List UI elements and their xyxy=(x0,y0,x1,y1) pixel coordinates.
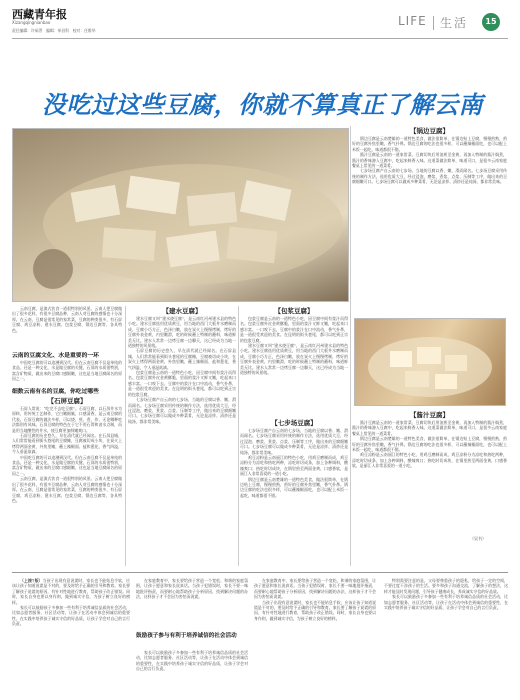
bottom-col-3-paragraph-2: 当孩子出现有意说谎时，家长也不能姑息手软，应该让孩子知道说谎是不对的，要及时给予正确的引导和教育。家长要了解孩子说谎的原因，有针对性地进行教育，帮助孩子改正错误。同时，家长自身也要以身作则，做到诚实守信，为孩子树立良好的榜样。 xyxy=(254,599,376,621)
bottom-col-2 xyxy=(136,578,248,630)
shiping-text xyxy=(12,406,122,566)
box-guobian: 【锅边豆腐】 xyxy=(410,127,449,135)
bottom-lead: （上接7版） xyxy=(20,578,43,583)
bottom-col-4-paragraph: 特别需要注意的是，父母要尊重孩子的隐私，给孩子一定的空间，不要过度干涉孩子的生活。要多和孩子沟通交流，了解孩子的想法，这样才能及时发现问题，引导孩子健康成长，养成诚实守信的好品质。 xyxy=(384,578,508,594)
baojiang-text xyxy=(240,316,348,416)
tofu-photo-main xyxy=(12,128,349,302)
paper-name: 西藏青年报 xyxy=(12,8,67,21)
origin-paragraph: 中国吃豆腐的可以追溯到汉代。但在云南豆腐不仅是单纯的食品，还是一种文化，水是做豆腐的关键，石屏的水质很特别，富含矿物质，做出来的豆腐口感细嫩，这也是当地豆腐闻名的原因之一。 xyxy=(12,360,122,382)
bottom-col-4-paragraph-2: 家长可以鼓励孩子多参加一些有利于培养诚信品质的社会活动，比如志愿者服务、社区活动等，让孩子在活动中体会到诚信的重要性，在实践中培养孩子诚实守信的好品质，让孩子学会对自己的言行负责。 xyxy=(384,594,508,611)
section-divider xyxy=(433,16,434,30)
bottom-col-1 xyxy=(12,578,130,696)
author-credit: （吴书） xyxy=(470,536,486,541)
shiping-paragraph-2: 石屏豆腐的历史悠久，早在清代就已经闻名。在石屏县城，人们常常能看到街头巷尾的豆腐摊，豆腐被切成小块，在炭火上烤得两面金黄，外焦里嫩，蘸上辣椒面、盐和葱花，香气四溢，令人垂涎欲滴。 xyxy=(12,433,122,455)
intro-paragraph: 云南豆腐，是滇式饮食一道很特别的风景。云南人把豆腐做出了很多花样，有很多豆腐品种，云南人对豆腐的感情也十分深厚。在云南，豆腐是很常见的家常菜，豆腐的种类很多，有石屏豆腐、鸡豆凉粉、建水豆腐、包浆豆腐、锅边豆腐等，各具特色。 xyxy=(12,306,122,333)
jianshui-paragraph-4: 七步场豆腐产自云南的七步场，当地的豆腐以香、嫩、滑而闻名。七步场豆腐采用传统的制作方法，选用优质大豆，经过浸泡、磨浆、煮浆、点浆、压制等工序，做出来的豆腐细嫩可口。七步场豆腐可以做成多种菜肴，无论是凉拌、清炒还是炖汤，都非常美味。 xyxy=(128,397,236,424)
info-line: 责任编辑：许茹菁 编辑：单昌科 校对：任维华 xyxy=(12,28,96,33)
jiangshui-paragraph: 酱汁豆腐是云南的一道家常菜，豆腐切块后用油煎至金黄，再加入特制的酱汁焖煮，酱汁的香味渗入豆腐中，吃起来鲜香入味。这道菜做法简单，味道可口，是很多云南家庭餐桌上常见的一道菜肴。 xyxy=(352,420,507,436)
shiping-paragraph: 石屏人常说：“吃完不去吃豆腐”。石屏豆腐，以石屏井水为原料，用传统工艺制作，它白嫩细腻，口感清香，是云南豆腐的代表。石屏豆腐的做法多样，可以烧、煎、煮、炸，无论哪种吃法都别有风味。石屏豆腐的特色在于它不用石膏和卤水点制，而是用当地酸性的井水，使豆腐更加鲜嫩爽口。 xyxy=(12,406,122,433)
bottom-subhead: 鼓励孩子参与有利于培养诚信的社会活动 xyxy=(136,633,237,639)
guobian-paragraph-3: 七步场豆腐产自云南的七步场，当地的豆腐以香、嫩、滑而闻名。七步场豆腐采用传统的制作方法，选用优质大豆，经过浸泡、磨浆、煮浆、点浆、压制等工序，做出来的豆腐细嫩可口。七步场豆腐可以做成多种菜肴，无论是凉拌、清炒还是炖汤，都非常美味。 xyxy=(352,168,507,185)
tofu-photo-svg xyxy=(13,129,348,301)
tofu-photo-right xyxy=(354,318,506,406)
column-rule-3 xyxy=(350,126,351,566)
bottom-col-2b xyxy=(136,650,248,696)
headline: 没吃过这些豆腐，你就不算真正了解云南 xyxy=(42,91,483,119)
guobian-text xyxy=(352,136,507,311)
section-label-zh: 生活 xyxy=(440,16,469,30)
jiangshui-paragraph-2: 锅边豆腐是云南楚雄的一道特色美食，做法很简单，在锅边贴上豆腐，慢慢煎熟，煎好的豆腐外焦里嫩，香气扑鼻。锅边豆腐的吃法也很多样，可以蘸辣椒面吃，也可以配上米饭一起吃，味道都很不错。 xyxy=(352,436,507,453)
jianshui-paragraph-2: 石屏豆腐的历史悠久，早在清代就已经闻名。在石屏县城，人们常常能看到街头巷尾的豆腐摊，豆腐被切成小块，在炭火上烤得两面金黄，外焦里嫩，蘸上辣椒面、盐和葱花，香气四溢，令人垂涎欲滴。 xyxy=(128,348,236,370)
qibao-text xyxy=(240,428,348,566)
section-label-en: LIFE xyxy=(398,14,427,28)
column-rule-2 xyxy=(238,306,239,566)
bottom-col-1-text: 当孩子出现有意说谎时，家长也不能姑息手软，应该让孩子知道说谎是不对的，要及时给予正确的引导和教育。家长要了解孩子说谎的原因，有针对性地进行教育，帮助孩子改正错误。同时，家长自身也要以身作则，做到诚实守信，为孩子树立良好的榜样。 xyxy=(12,578,130,605)
bottom-col-2-paragraph: 在家庭教育中，家长要给孩子营造一个宽松、和谐的家庭氛围，让孩子愿意和家长说真话。当孩子犯错误时，家长不要一味地批评指责，而要耐心地帮助孩子分析原因，找到解决问题的办法，这样孩子才不会因为害怕而说谎。 xyxy=(136,578,248,600)
shiping-paragraph-4: 云南豆腐，是滇式饮食一道很特别的风景。云南人把豆腐做出了很多花样，有很多豆腐品种，云南人对豆腐的感情也十分深厚。在云南，豆腐是很常见的家常菜，豆腐的种类很多，有石屏豆腐、鸡豆凉粉、建水豆腐、包浆豆腐、锅边豆腐等，各具特色。 xyxy=(12,476,122,503)
bottom-col-3-paragraph: 在家庭教育中，家长要给孩子营造一个宽松、和谐的家庭氛围，让孩子愿意和家长说真话。当孩子犯错误时，家长不要一味地批评指责，而要耐心地帮助孩子分析原因，找到解决问题的办法，这样孩子才不会因为害怕而说谎。 xyxy=(254,578,376,600)
bottom-col-1-paragraph-2: 家长可以鼓励孩子多参加一些有利于培养诚信品质的社会活动，比如志愿者服务、社区活动等，让孩子在活动中体会到诚信的重要性，在实践中培养孩子诚实守信的好品质，让孩子学会对自己的言行负责。 xyxy=(12,605,130,627)
masthead-rule xyxy=(12,38,508,39)
bottom-col-4 xyxy=(384,578,508,696)
box-jianshui: 【建水豆腐】 xyxy=(162,307,202,315)
baojiang-paragraph-2: 建水豆腐又叫“建水烧豆腐”，是云南红河州建水县的特色小吃。建水豆腐选用优质黄豆，用当地的西门大板井水磨制而成，豆腐小巧方正，色泽白嫩，放在炭火上慢慢烤制，烤好的豆腐外表金黄，内里嫩滑，吃的时候蘸上特制的蘸料，味道鲜美无比。建水人常常一边烤豆腐一边聊天，这已经成为当地一道独特的风景线。 xyxy=(240,343,348,376)
page-number-badge: 15 xyxy=(482,13,500,31)
intro-text xyxy=(12,306,122,346)
baojiang-paragraph: 包浆豆腐是云南的一道特色小吃，因豆腐中间有浆汁而得名。包浆豆腐外皮金黄酥脆，里面的浆汁又鲜又嫩，吃起来口感丰富。一口咬下去，豆腐中的浆汁在口中流动，香气扑鼻，是一道很受欢迎的美食。在昆明的街头巷尾，都可以吃到正宗的包浆豆腐。 xyxy=(240,316,348,343)
qibao-paragraph-2: 鸡豆凉粉是云南丽江的特色小吃，用鸡豆磨制而成，鸡豆凉粉分为凉吃和热吃两种，凉吃时切成条，加上各种调料，酸辣爽口；热吃时切成块，在锅里煎至两面金黄，口感香软，是丽江人非常喜爱的一道小吃。 xyxy=(240,455,348,477)
bottom-col-3 xyxy=(254,578,376,696)
jianshui-text xyxy=(128,316,236,566)
guobian-paragraph: 锅边豆腐是云南楚雄的一道特色美食，做法很简单，在锅边贴上豆腐，慢慢煎熟，煎好的豆腐外焦里嫩，香气扑鼻。锅边豆腐的吃法也很多样，可以蘸辣椒面吃，也可以配上米饭一起吃，味道都很不错。 xyxy=(352,136,507,152)
jianshui-paragraph: 建水豆腐又叫“建水烧豆腐”，是云南红河州建水县的特色小吃。建水豆腐选用优质黄豆，用当地的西门大板井水磨制而成，豆腐小巧方正，色泽白嫩，放在炭火上慢慢烤制，烤好的豆腐外表金黄，内里嫩滑，吃的时候蘸上特制的蘸料，味道鲜美无比。建水人常常一边烤豆腐一边聊天，这已经成为当地一道独特的风景线。 xyxy=(128,316,236,349)
box-jiangshui: 【酱汁豆腐】 xyxy=(410,411,449,419)
jiangshui-paragraph-3: 鸡豆凉粉是云南丽江的特色小吃，用鸡豆磨制而成，鸡豆凉粉分为凉吃和热吃两种，凉吃时切成条，加上各种调料，酸辣爽口；热吃时切成块，在锅里煎至两面金黄，口感香软，是丽江人非常喜爱的一道小吃。 xyxy=(352,452,507,469)
box-qibao: 【七步场豆腐】 xyxy=(271,419,317,427)
subhead-types: 细数云南有名的豆腐，你吃过哪些 xyxy=(12,389,99,395)
box-shiping: 【石屏豆腐】 xyxy=(47,397,87,405)
guobian-paragraph-2: 酱汁豆腐是云南的一道家常菜，豆腐切块后用油煎至金黄，再加入特制的酱汁焖煮，酱汁的香味渗入豆腐中，吃起来鲜香入味。这道菜做法简单，味道可口，是很多云南家庭餐桌上常见的一道菜肴。 xyxy=(352,152,507,169)
tofu-photo-right-svg xyxy=(355,319,505,405)
masthead xyxy=(12,6,512,40)
jiangshui-text xyxy=(352,420,507,535)
shiping-paragraph-3: 中国吃豆腐的可以追溯到汉代。但在云南豆腐不仅是单纯的食品，还是一种文化，水是做豆腐的关键，石屏的水质很特别，富含矿物质，做出来的豆腐口感细嫩，这也是当地豆腐闻名的原因之一。 xyxy=(12,454,122,476)
qibao-paragraph: 七步场豆腐产自云南的七步场，当地的豆腐以香、嫩、滑而闻名。七步场豆腐采用传统的制作方法，选用优质大豆，经过浸泡、磨浆、煮浆、点浆、压制等工序，做出来的豆腐细嫩可口。七步场豆腐可以做成多种菜肴，无论是凉拌、清炒还是炖汤，都非常美味。 xyxy=(240,428,348,455)
bottom-col-2b-paragraph: 家长可以鼓励孩子多参加一些有利于培养诚信品质的社会活动，比如志愿者服务、社区活动等，让孩子在活动中体会到诚信的重要性，在实践中培养孩子诚实守信的好品质，让孩子学会对自己的言行负责。 xyxy=(136,650,248,672)
paper-latin: Xizangqingnianbao xyxy=(12,20,51,25)
subhead-origin: 云南的豆腐文化、水是重要的一环 xyxy=(12,353,99,359)
qibao-paragraph-3: 锅边豆腐是云南楚雄的一道特色美食，做法很简单，在锅边贴上豆腐，慢慢煎熟，煎好的豆腐外焦里嫩，香气扑鼻。锅边豆腐的吃法也很多样，可以蘸辣椒面吃，也可以配上米饭一起吃，味道都很不错。 xyxy=(240,476,348,498)
jianshui-paragraph-3: 包浆豆腐是云南的一道特色小吃，因豆腐中间有浆汁而得名。包浆豆腐外皮金黄酥脆，里面的浆汁又鲜又嫩，吃起来口感丰富。一口咬下去，豆腐中的浆汁在口中流动，香气扑鼻，是一道很受欢迎的美食。在昆明的街头巷尾，都可以吃到正宗的包浆豆腐。 xyxy=(128,370,236,397)
bottom-col-1-paragraph xyxy=(12,578,130,605)
box-baojiang: 【包浆豆腐】 xyxy=(274,307,314,315)
origin-text xyxy=(12,360,122,385)
bottom-divider xyxy=(12,572,508,573)
column-rule-1 xyxy=(125,306,126,566)
